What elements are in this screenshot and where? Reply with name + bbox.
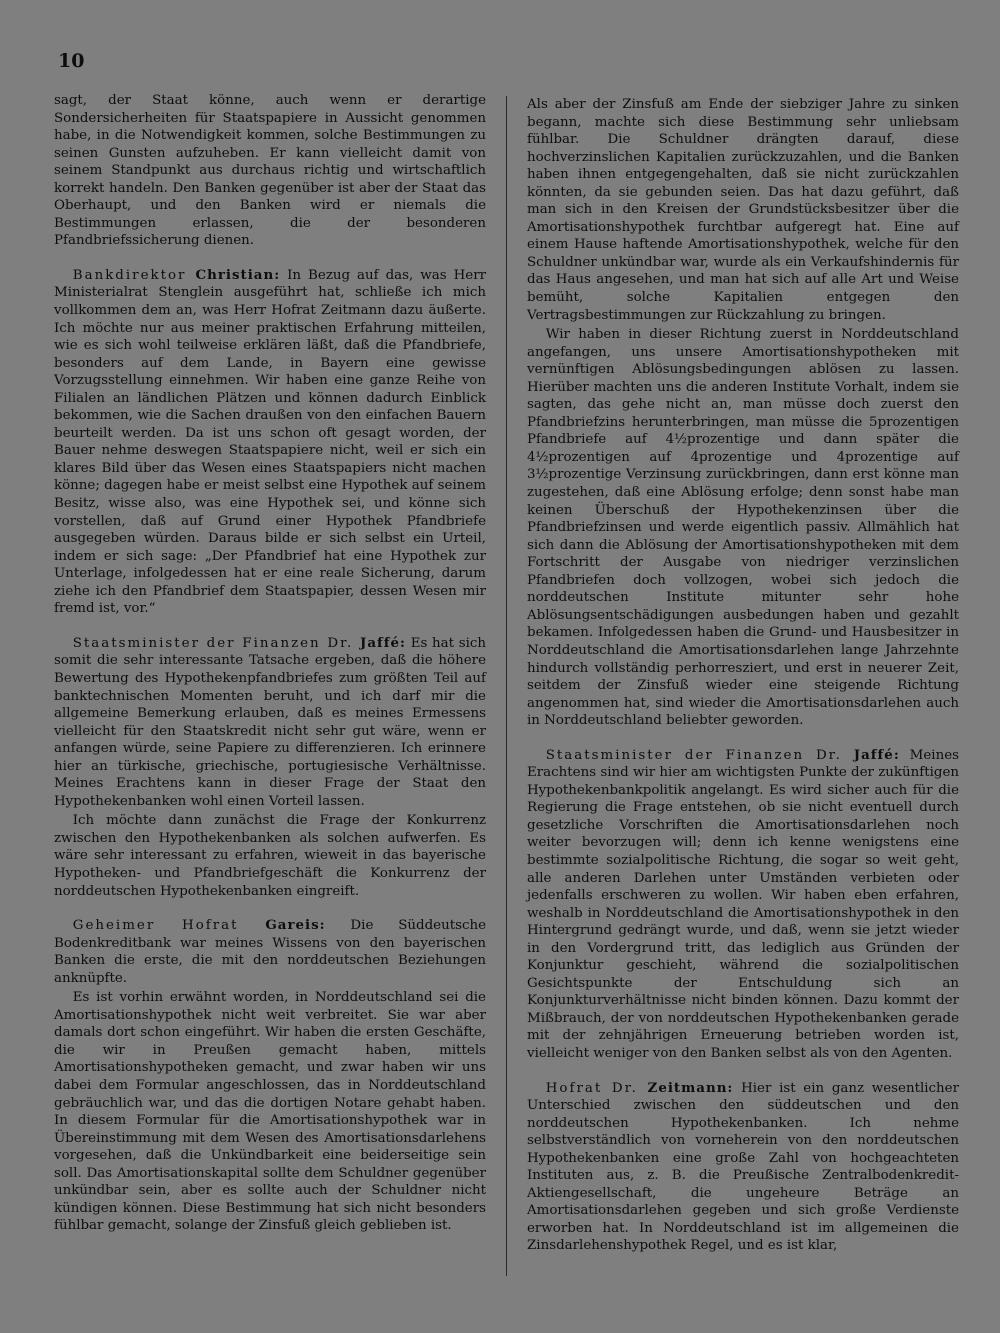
speaker-title: Staatsminister der Finanzen Dr. [72,635,360,651]
speaker-title: Geheimer Hofrat [72,918,266,934]
continued-paragraph: sagt, der Staat könne, auch wenn er derartige Sondersicherheiten für Staatspapiere in Aussicht genommen habe, in die Notwendigkeit kommen, solche Bestimmungen zu seinen Gunsten aufzuheben. Er kann vielleicht damit von seinem Standpunkt aus durchaus richtig und wirtschaftlich korrekt handeln. Den Banken gegenüber ist aber der Staat das Oberhaupt, und den Banken wird er niemals die Bestimmungen erlassen, die der besonderen Pfandbriefssicherung dienen. [54,93,486,249]
speech-text: Hier ist ein ganz wesentlicher Unterschied zwischen den süddeutschen und den norddeutschen Hypothekenbanken. Ich nehme selbstverständlich von vorneherein von den norddeutschen Hypothekenbanken eine große Zahl von hochgeachteten Instituten aus, z. B. die Preußische Zentralbodenkredit-Aktiengesellschaft, die ungeheure Beträge an Amortisationsdarlehen gegeben und sich große Verdienste erworben hat. In Norddeutschland ist im allgemeinen die Zinsdarlehenshypothek Regel, und es ist klar, [527,1080,959,1254]
page-number: 10 [58,50,85,72]
speaker-title: Staatsminister der Finanzen Dr. [545,747,854,763]
speech-paragraph [527,1080,959,1255]
body-paragraph: Ich möchte dann zunächst die Frage der Konkurrenz zwischen den Hypothekenbanken als solchen aufwerfen. Es wäre sehr interessant zu erfahren, wieweit in das bayerische Hypotheken- und Pfandbriefgeschäft die Konkurrenz der norddeutschen Hypothekenbanken eingreift. [54,813,486,899]
speech-paragraph [54,267,486,618]
speech-text: Es hat sich somit die sehr interessante Tatsache ergeben, daß die höhere Bewertung des Hypothekenpfandbriefes zum größten Teil auf banktechnischen Momenten beruht, und ich darf mir die allgemeine Bemerkung erlauben, daß es meines Ermessens vielleicht für den Staatskredit nicht sehr gut wäre, wenn er anfangen würde, seine Papiere zu differenzieren. Ich erinnere hier an türkische, griechische, portugiesische Verhältnisse. Meines Erachtens kann in dieser Frage der Staat den Hypothekenbanken wohl einen Vorteil lassen. [54,635,486,809]
speaker-name: Jaffé: [360,634,406,651]
speech-text: Die Süddeutsche Bodenkreditbank war meines Wissens von den bayerischen Banken die erste, die mit den norddeutschen Beziehungen anknüpfte. [54,918,486,986]
speaker-name: Zeitmann: [647,1079,734,1096]
body-paragraph: Wir haben in dieser Richtung zuerst in Norddeutschland angefangen, uns unsere Amortisationshypotheken mit vernünftigen Ablösungsbedingungen ablösen zu lassen. Hierüber machten uns die anderen Institute Vorhalt, indem sie sagten, das gehe nicht an, man müsse doch zuerst den Pfandbriefzins herunterbringen, man müsse die 5prozentigen Pfandbriefe auf 4½prozentige und dann später die 4½prozentigen auf 4prozentige und 4prozentige auf 3½prozentige Verzinsung zurückbringen, dann erst könne man zugestehen, daß eine Ablösung erfolge; denn sonst habe man keinen Überschuß der Hypothekenzinsen über die Pfandbriefzinsen und werde eigentlich passiv. Allmählich hat sich dann die Ablösung der Amortisationshypotheken mit dem Fortschritt der Ausgabe von niedriger verzinslichen Pfandbriefen doch vollzogen, wobei sich jedoch die norddeutschen Institute mitunter sehr hohe Ablösungsentschädigungen ausbedungen haben und gezahlt bekamen. Infolgedessen haben die Grund- und Hausbesitzer in Norddeutschland die Amortisationsdarlehen lange Jahrzehnte hindurch vollständig perhorresziert, und erst in neuerer Zeit, seitdem der Zinsfuß wieder eine steigende Richtung angenommen hat, sind wieder die Amortisationsdarlehen auch in Norddeutschland beliebter geworden. [527,327,959,729]
speaker-name: Christian: [195,266,281,283]
left-column [54,92,486,1235]
body-paragraph: Es ist vorhin erwähnt worden, in Norddeutschland sei die Amortisationshypothek nicht weit verbreitet. Sie war aber damals dort schon eingeführt. Wir haben die ersten Geschäfte, die wir in Preußen gemacht haben, mittels Amortisationshypotheken gemacht, und zwar haben wir uns dabei dem Formular angeschlossen, das in Norddeutschland gebräuchlich war, und das die dortigen Notare gehabt haben. In diesem Formular für die Amortisationshypothek war in Übereinstimmung mit dem Wesen des Amortisationsdarlehens vorgesehen, daß die Unkündbarkeit eine beiderseitige sein soll. Das Amortisationskapital sollte dem Schuldner gegenüber unkündbar sein, aber es sollte auch der Schuldner nicht kündigen können. Diese Bestimmung hat sich nicht besonders fühlbar gemacht, solange der Zinsfuß gleich geblieben ist. [54,990,486,1234]
speech-paragraph [527,747,959,1063]
speaker-title: Bankdirektor [72,267,196,283]
right-column [527,96,959,1255]
speech-text: In Bezug auf das, was Herr Ministerialrat Stenglein ausgeführt hat, schließe ich mich vollkommen dem an, was Herr Hofrat Zeitmann dazu äußerte. Ich möchte nur aus meiner praktischen Erfahrung mitteilen, wie es sich wohl teilweise erklären läßt, daß die Pfandbriefe, besonders auf dem Lande, in Bayern eine gewisse Vorzugsstellung einnehmen. Wir haben eine ganze Reihe von Filialen an ländlichen Plätzen und können dadurch Einblick bekommen, wie die Sachen draußen von den einfachen Bauern beurteilt werden. Da ist uns schon oft gesagt worden, der Bauer nehme deswegen Staatspapiere nicht, weil er sich ein klares Bild über das Wesen eines Staatspapiers nicht machen könne; dagegen habe er meist selbst eine Hypothek auf seinem Besitz, wisse also, was eine Hypothek sei, und könne sich vorstellen, daß auf Grund einer Hypothek Pfandbriefe ausgegeben würden. Daraus bilde er sich selbst ein Urteil, indem er sich sage: „Der Pfandbrief hat eine Hypothek zur Unterlage, infolgedessen hat er eine reale Sicherung, darum ziehe ich den Pfandbrief dem Staatspapier, dessen Wesen mir fremd ist, vor.“ [54,267,486,617]
speech-paragraph [54,635,486,810]
continued-paragraph: Als aber der Zinsfuß am Ende der siebziger Jahre zu sinken begann, machte sich diese Bestimmung sehr unliebsam fühlbar. Die Schuldner drängten darauf, diese hochverzinslichen Kapitalien zurückzuzahlen, und die Banken haben ihnen entgegengehalten, daß sie nicht zurückzahlen könnten, da sie gebunden seien. Das hat dazu geführt, daß man sich in den Kreisen der Grundstücksbesitzer über die Amortisationshypothek furchtbar aufgeregt hat. Eine auf einem Hause haftende Amortisationshypothek, welche für den Schuldner unkündbar war, wurde als ein Verkaufshindernis für das Haus angesehen, und man hat sich auf alle Art und Weise bemüht, solche Kapitalien entgegen den Vertragsbestimmungen zur Rückzahlung zu bringen. [527,97,959,323]
speaker-name: Jaffé: [853,746,900,763]
speech-paragraph [54,917,486,987]
speech-text: Meines Erachtens sind wir hier am wichtigsten Punkte der zukünftigen Hypothekenbankpolitik angelangt. Es wird sicher auch für die Regierung die Frage entstehen, ob sie nicht eventuell durch gesetzliche Vorschriften die Amortisationsdarlehen noch weiter bevorzugen will; denn ich kenne wenigstens eine bestimmte sozialpolitische Richtung, die sogar so weit geht, alle anderen Darlehen unter Umständen verbieten oder jedenfalls erschweren zu wollen. Wir haben eben erfahren, weshalb in Norddeutschland die Amortisationshypothek in den Hintergrund gedrängt wurde, und daß, wenn sie jetzt wieder in den Vordergrund tritt, das lediglich aus Gründen der Konjunktur geschieht, während die sozialpolitischen Gesichtspunkte der Entschuldung sich an Konjunkturverhältnisse nicht binden können. Dazu kommt der Mißbrauch, der von norddeutschen Hypothekenbanken gerade mit der zehnjährigen Erneuerung betrieben worden ist, vielleicht weniger von den Banken selbst als von den Agenten. [527,747,959,1061]
speaker-name: Gareis: [265,917,326,934]
speaker-title: Hofrat Dr. [545,1080,648,1096]
column-rule [506,96,507,1276]
